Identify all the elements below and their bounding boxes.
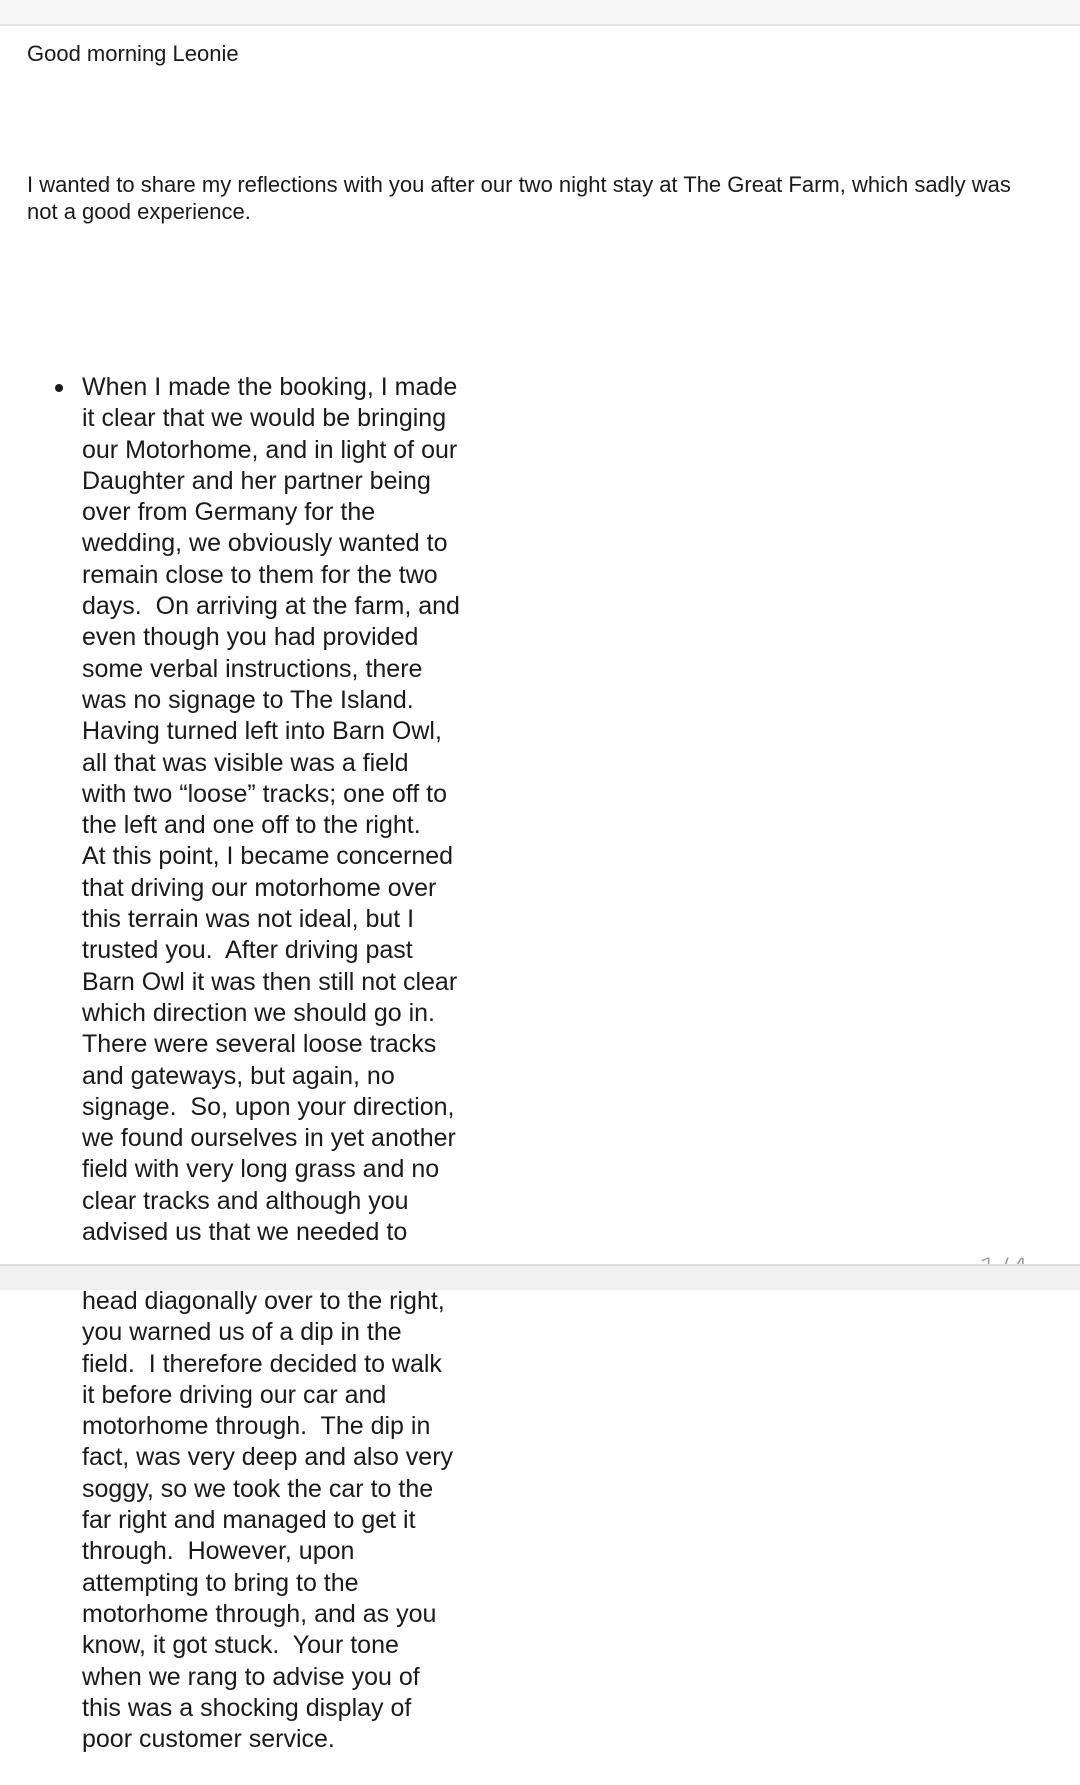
text-line: remain close to them for the two: [82, 560, 438, 589]
text-line: clear tracks and although you: [82, 1186, 409, 1215]
text-line: Daughter and her partner being: [82, 466, 431, 495]
text-line: with two “loose” tracks; one off to: [82, 779, 447, 808]
text-line: know, it got stuck. Your tone: [82, 1631, 399, 1660]
text-line: when we rang to advise you of: [82, 1662, 420, 1691]
text-line: through. However, upon: [82, 1537, 355, 1566]
text-line: Barn Owl it was then still not clear: [82, 967, 458, 996]
text-line: When I made the booking, I made: [82, 373, 458, 401]
text-line: this terrain was not ideal, but I: [82, 905, 415, 934]
text-line: over from Germany for the: [82, 498, 376, 527]
text-line: the left and one off to the right.: [82, 811, 421, 840]
text-line: At this point, I became concerned: [82, 842, 454, 871]
text-line: this was a shocking display of: [82, 1693, 412, 1722]
text-line: attempting to bring to the: [82, 1568, 359, 1597]
text-line: even though you had provided: [82, 623, 419, 652]
text-line: field with very long grass and no: [82, 1155, 440, 1184]
text-line: which direction we should go in.: [82, 998, 435, 1027]
text-line: days. On arriving at the farm, and: [82, 592, 460, 621]
greeting-line: Good morning Leonie: [27, 41, 239, 66]
text-line: There were several loose tracks: [82, 1030, 437, 1059]
text-line: advised us that we needed to: [82, 1218, 408, 1247]
text-line: Having turned left into Barn Owl,: [82, 717, 442, 746]
bullet-text-page-1: [82, 372, 482, 1248]
text-line: our Motorhome, and in light of our: [82, 435, 458, 464]
text-line: poor customer service.: [82, 1725, 335, 1754]
text-line: we found ourselves in yet another: [82, 1124, 456, 1153]
text-line: fact, was very deep and also very: [82, 1443, 454, 1472]
text-line: trusted you. After driving past: [82, 936, 413, 965]
text-line: all that was visible was a field: [82, 748, 409, 777]
text-line: head diagonally over to the right,: [82, 1287, 445, 1315]
bullet-text-page-2: [82, 1286, 482, 1755]
text-line: field. I therefore decided to walk: [82, 1349, 442, 1378]
text-line: far right and managed to get it: [82, 1506, 416, 1535]
text-line: that driving our motorhome over: [82, 873, 437, 902]
text-line: and gateways, but again, no: [82, 1061, 395, 1090]
bullet-point-icon: [55, 384, 63, 392]
text-line: motorhome through. The dip in: [82, 1412, 431, 1441]
intro-paragraph: I wanted to share my reflections with you after our two night stay at The Great Farm, which sadly was not a good experience.: [27, 172, 1011, 224]
text-line: signage. So, upon your direction,: [82, 1092, 455, 1121]
text-line: was no signage to The Island.: [82, 685, 414, 714]
text-line: soggy, so we took the car to the: [82, 1474, 434, 1503]
text-line: wedding, we obviously wanted to: [82, 529, 448, 558]
viewer-top-strip: [0, 0, 1080, 26]
text-line: it clear that we would be bringing: [82, 404, 447, 433]
text-line: you warned us of a dip in the: [82, 1318, 402, 1347]
text-line: some verbal instructions, there: [82, 654, 423, 683]
text-line: motorhome through, and as you: [82, 1599, 437, 1628]
text-line: it before driving our car and: [82, 1380, 387, 1409]
